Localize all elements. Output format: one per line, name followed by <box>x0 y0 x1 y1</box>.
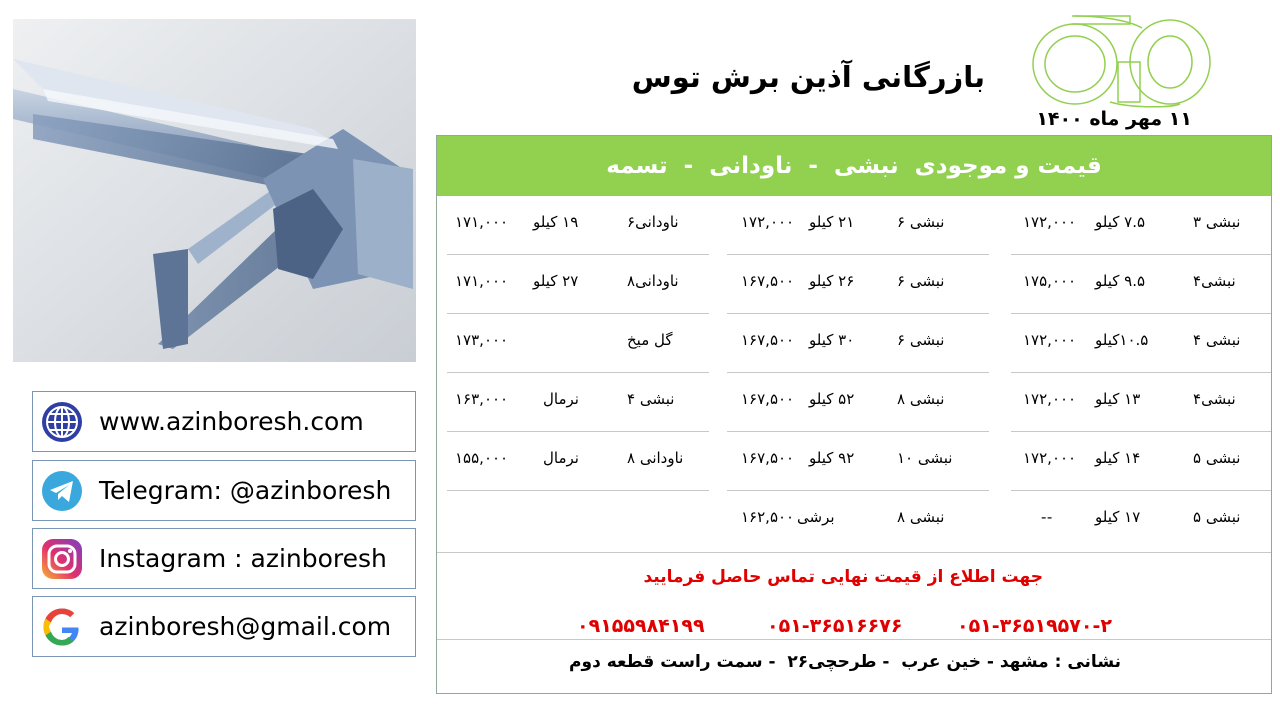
website-text: www.azinboresh.com <box>99 407 364 436</box>
table-row <box>447 314 709 373</box>
instagram-icon <box>39 536 85 582</box>
product-name: نبشی ۵ <box>1193 449 1241 467</box>
phone-landline-2[interactable]: ۰۵۱-۳۶۵۱۹۵۷۰-۲ <box>957 615 1112 637</box>
email-contact[interactable] <box>32 596 416 657</box>
table-row <box>727 196 989 255</box>
table-column-2 <box>727 196 989 552</box>
table-row <box>447 196 709 255</box>
product-price: ۱۷۳,۰۰۰ <box>455 331 509 349</box>
product-name: نبشی ۴ <box>1193 331 1241 349</box>
notice-section <box>437 552 1271 640</box>
table-header-text: قیمت و موجودی نبشی - ناودانی - تسمه <box>606 153 1102 179</box>
product-price: ۱۷۲,۰۰۰ <box>1023 390 1077 408</box>
product-name: نبشی ۶ <box>897 272 945 290</box>
product-price: -- <box>1041 508 1053 526</box>
product-price: ۱۷۲,۰۰۰ <box>741 213 795 231</box>
product-name: نبشی ۸ <box>897 508 945 526</box>
product-price: ۱۷۲,۰۰۰ <box>1023 213 1077 231</box>
product-price: ۱۶۷,۵۰۰ <box>741 449 795 467</box>
product-price: ۱۷۵,۰۰۰ <box>1023 272 1077 290</box>
table-row <box>727 314 989 373</box>
website-contact[interactable] <box>32 391 416 452</box>
telegram-icon <box>39 468 85 514</box>
table-row <box>727 432 989 491</box>
table-row <box>1011 432 1271 491</box>
product-weight: ۲۶ کیلو <box>809 272 855 290</box>
product-price: ۱۶۷,۵۰۰ <box>741 331 795 349</box>
table-row <box>1011 255 1271 314</box>
email-text: azinboresh@gmail.com <box>99 612 392 641</box>
product-name: نبشی ۱۰ <box>897 449 953 467</box>
table-row <box>1011 196 1271 255</box>
product-weight <box>533 491 613 543</box>
table-row <box>447 432 709 491</box>
product-weight: ۳۰ کیلو <box>809 331 855 349</box>
steel-profiles-photo <box>13 19 416 362</box>
phone-mobile[interactable]: ۰۹۱۵۵۹۸۴۱۹۹ <box>577 615 705 637</box>
table-row <box>447 491 709 550</box>
product-weight: ۲۷ کیلو <box>533 272 579 290</box>
table-column-1 <box>1011 196 1271 552</box>
google-icon <box>39 604 85 650</box>
product-weight: ۹.۵ کیلو <box>1095 272 1146 290</box>
instagram-text: Instagram : azinboresh <box>99 544 387 573</box>
table-header <box>437 136 1271 196</box>
product-price: ۱۵۵,۰۰۰ <box>455 449 509 467</box>
price-table <box>436 135 1272 694</box>
product-name: نبشی ۸ <box>897 390 945 408</box>
globe-icon <box>39 399 85 445</box>
product-name: نبشی ۳ <box>1193 213 1241 231</box>
product-price: ۱۷۲,۰۰۰ <box>1023 449 1077 467</box>
instagram-contact[interactable] <box>32 528 416 589</box>
product-weight: نرمال <box>543 390 579 408</box>
table-row <box>727 373 989 432</box>
product-name: گل میخ <box>627 331 673 349</box>
notice-text: جهت اطلاع از قیمت نهایی تماس حاصل فرمایید <box>643 567 1043 587</box>
product-weight: ۱۴ کیلو <box>1095 449 1141 467</box>
product-weight: ۹۲ کیلو <box>809 449 855 467</box>
product-price: ۱۶۳,۰۰۰ <box>455 390 509 408</box>
date-label: ۱۱ مهر ماه ۱۴۰۰ <box>1036 108 1192 130</box>
product-name: ناودانی ۸ <box>627 449 684 467</box>
product-price: ۱۶۲,۵۰۰ <box>741 508 795 526</box>
product-weight: ۱۳ کیلو <box>1095 390 1141 408</box>
product-name: نبشی ۶ <box>897 213 945 231</box>
product-price: ۱۷۱,۰۰۰ <box>455 213 509 231</box>
product-weight: برشی <box>797 508 835 526</box>
company-title: بازرگانی آذین برش توس <box>631 60 985 94</box>
table-row <box>447 373 709 432</box>
table-column-3 <box>447 196 709 552</box>
product-weight: نرمال <box>543 449 579 467</box>
product-name: ناودانی۶ <box>627 213 679 231</box>
product-weight: ۱۹ کیلو <box>533 213 579 231</box>
product-name: نبشی ۴ <box>627 390 675 408</box>
product-price: ۱۶۷,۵۰۰ <box>741 272 795 290</box>
table-row <box>727 255 989 314</box>
product-price: ۱۷۲,۰۰۰ <box>1023 331 1077 349</box>
phone-numbers <box>577 615 1137 639</box>
table-row <box>447 255 709 314</box>
telegram-text: Telegram: @azinboresh <box>99 476 392 505</box>
product-weight: ۱۰.۵کیلو <box>1095 331 1149 349</box>
product-name: نبشی۴ <box>1193 390 1236 408</box>
product-name: نبشی ۶ <box>897 331 945 349</box>
table-row <box>1011 314 1271 373</box>
product-weight <box>533 314 613 366</box>
product-price: ۱۶۷,۵۰۰ <box>741 390 795 408</box>
product-weight: ۲۱ کیلو <box>809 213 855 231</box>
address-text: نشانی : مشهد - خین عرب - طرحچی۲۶ - سمت راست قطعه دوم <box>569 652 1121 672</box>
product-price: ۱۷۱,۰۰۰ <box>455 272 509 290</box>
company-logo <box>1030 12 1215 110</box>
table-row <box>1011 373 1271 432</box>
product-weight: ۱۷ کیلو <box>1095 508 1141 526</box>
product-price <box>455 491 535 543</box>
product-name: نبشی ۵ <box>1193 508 1241 526</box>
product-weight: ۷.۵ کیلو <box>1095 213 1146 231</box>
product-name: نبشی۴ <box>1193 272 1236 290</box>
product-name <box>627 491 703 543</box>
phone-landline-1[interactable]: ۰۵۱-۳۶۵۱۶۶۷۶ <box>767 615 903 637</box>
product-name: ناودانی۸ <box>627 272 679 290</box>
table-row <box>1011 491 1271 550</box>
table-row <box>727 491 989 550</box>
telegram-contact[interactable] <box>32 460 416 521</box>
product-weight: ۵۲ کیلو <box>809 390 855 408</box>
